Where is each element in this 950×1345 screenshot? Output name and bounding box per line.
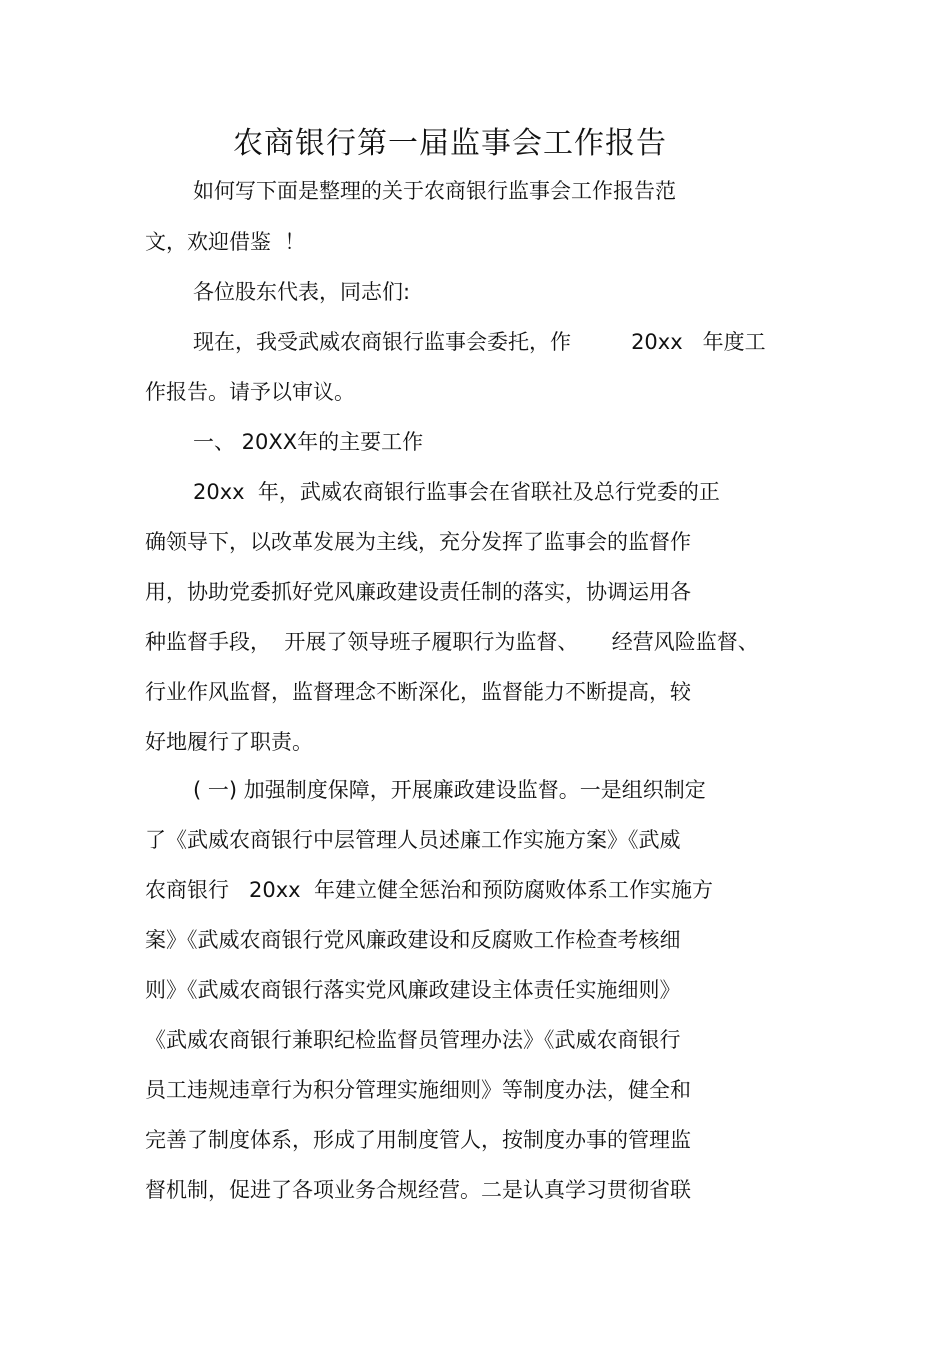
paragraph-line: 了《武威农商银行中层管理人员述廉工作实施方案》《武威: [145, 828, 681, 852]
paragraph-line: 文，欢迎借鉴 ！: [145, 230, 306, 254]
paragraph-line: 则》《武威农商银行落实党风廉政建设主体责任实施细则》: [145, 978, 681, 1002]
paragraph-line: 确领导下，以改革发展为主线，充分发挥了监事会的监督作: [145, 530, 691, 554]
section-heading: 一、 20XX年的主要工作: [193, 430, 424, 454]
document-title: 农商银行第一届监事会工作报告: [233, 126, 667, 161]
paragraph-line: 农商银行 20xx 年建立健全惩治和预防腐败体系工作实施方: [145, 878, 713, 902]
paragraph-line: 作报告。请予以审议。: [145, 380, 355, 404]
paragraph-line: 用，协助党委抓好党风廉政建设责任制的落实，协调运用各: [145, 580, 691, 604]
paragraph-line: ( 一) 加强制度保障，开展廉政建设监督。一是组织制定: [193, 778, 706, 802]
paragraph-line: 行业作风监督，监督理念不断深化，监督能力不断提高，较: [145, 680, 691, 704]
paragraph-line: 好地履行了职责。: [145, 730, 313, 754]
paragraph-line: 如何写下面是整理的关于农商银行监事会工作报告范: [193, 179, 676, 203]
paragraph-line: 20xx 年，武威农商银行监事会在省联社及总行党委的正: [193, 480, 720, 504]
paragraph-line: 案》《武威农商银行党风廉政建设和反腐败工作检查考核细: [145, 928, 681, 952]
paragraph-line: 各位股东代表，同志们:: [193, 280, 411, 304]
paragraph-line: 完善了制度体系，形成了用制度管人，按制度办事的管理监: [145, 1128, 691, 1152]
paragraph-line: 《武威农商银行兼职纪检监督员管理办法》《武威农商银行: [145, 1028, 681, 1052]
paragraph-line: 种监督手段， 开展了领导班子履职行为监督、 经营风险监督、: [145, 630, 759, 654]
paragraph-line: 督机制，促进了各项业务合规经营。二是认真学习贯彻省联: [145, 1178, 691, 1202]
paragraph-line: 员工违规违章行为积分管理实施细则》等制度办法，健全和: [145, 1078, 691, 1102]
paragraph-line: 现在，我受武威农商银行监事会委托，作 20xx 年度工: [193, 330, 766, 354]
